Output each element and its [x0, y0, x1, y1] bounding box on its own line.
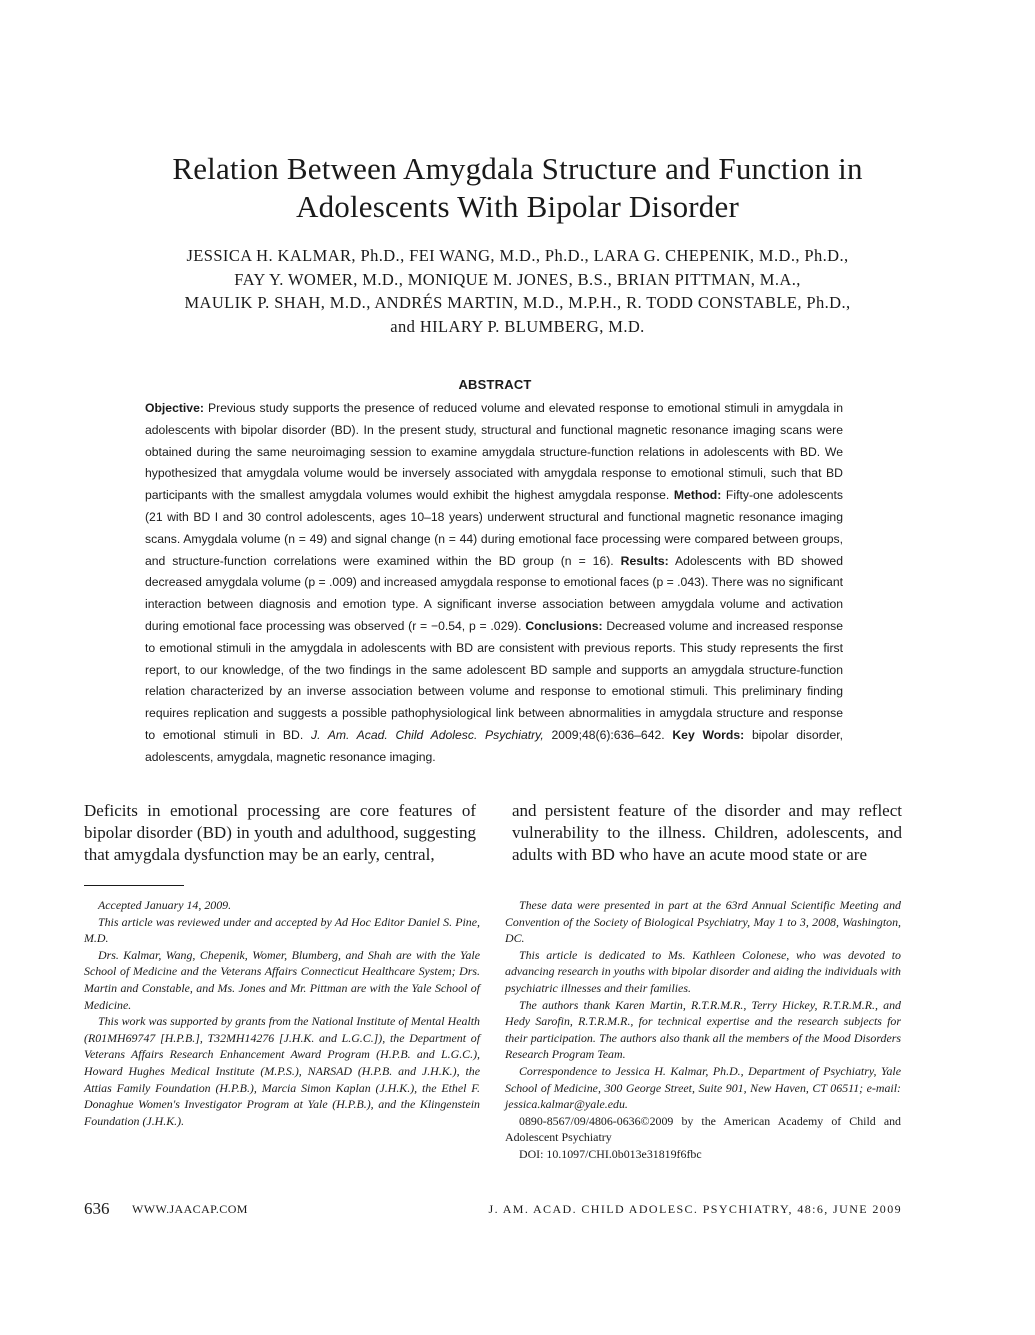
citation-journal: J. Am. Acad. Child Adolesc. Psychiatry, [310, 727, 544, 742]
footnote-divider [84, 885, 184, 886]
footnote-reviewed: This article was reviewed under and accepted by Ad Hoc Editor Daniel S. Pine, M.D. [84, 914, 480, 946]
objective-label: Objective: [145, 401, 204, 415]
journal-citation: J. AM. ACAD. CHILD ADOLESC. PSYCHIATRY, 48:6, JUNE 2009 [488, 1202, 902, 1216]
results-text: Adolescents with BD showed decreased amygdala volume (p = .009) and increased amygdala response to emotional faces (p = .043). There was no significant interaction between diagnosis and emotion type. A significant inverse association between amygdala volume and activation during emotional face processing was observed (r = −0.54, p = .029). [145, 553, 843, 633]
objective-text: Previous study supports the presence of reduced volume and elevated response to emotional stimuli in amygdala in adolescents with bipolar disorder (BD). In the present study, structural and functional magnetic resonance imaging scans were obtained during the same neuroimaging session to examine amygdala structure-function relations in adolescents with BD. We hypothesized that amygdala volume would be inversely associated with amygdala response to emotional stimuli, such that BD participants with the smallest amygdala volumes would exhibit the highest amygdala response. [145, 401, 843, 503]
keywords-text: bipolar disorder, adolescents, amygdala, magnetic resonance imaging. [145, 727, 843, 764]
author-line-3: MAULIK P. SHAH, M.D., ANDRÉS MARTIN, M.D., M.P.H., R. TODD CONSTABLE, Ph.D., [184, 293, 851, 312]
title-line-2: Adolescents With Bipolar Disorder [295, 189, 739, 224]
method-text: Fifty-one adolescents (21 with BD I and 30 control adolescents, ages 10–18 years) underwent structural and functional magnetic resonance imaging scans. Amygdala volume (n = 49) and signal change (n = 44) during emotional face processing were compared between groups, and structure-function correlations were examined within the BD group (n = 16). [145, 488, 843, 568]
footnote-funding: This work was supported by grants from the National Institute of Mental Health (R01MH69747 [H.P.B.], T32MH14276 [J.H.K. and L.G.C.]), the Department of Veterans Affairs Research Enhancement Award Program (H.P.B. and L.G.C.), Howard Hughes Medical Institute (M.P.S.), NARSAD (H.P.B. and J.H.K.), the Attias Family Foundation (H.P.B.), Marcia Simon Kaplan (J.H.K.), the Ethel F. Donaghue Women's Investigator Program at Yale (H.P.B.), and the Klingenstein Foundation (J.H.K.). [84, 1014, 480, 1128]
abstract-body [145, 398, 843, 769]
footnote-acknowledgments: The authors thank Karen Martin, R.T.R.M.R., Terry Hickey, R.T.R.M.R., and Hedy Sarofin, R.T.R.M.R., for technical expertise and the research subjects for their participation. The authors also thank all the members of the Mood Disorders Research Program Team. [505, 997, 901, 1062]
page-footer [84, 1199, 902, 1219]
footnote-correspondence: Correspondence to Jessica H. Kalmar, Ph.D., Department of Psychiatry, Yale School of Medicine, 300 George Street, Suite 901, New Haven, CT 06511; e-mail: jessica.kalmar@yale.edu. [505, 1063, 901, 1112]
footnote-affiliations: Drs. Kalmar, Wang, Chepenik, Womer, Blumberg, and Shah are with the Yale School of Medicine and the Veterans Affairs Connecticut Healthcare System; Drs. Martin and Constable, and Ms. Jones and Mr. Pittman are with the Yale School of Medicine. [84, 947, 480, 1012]
footnote-doi: DOI: 10.1097/CHI.0b013e31819f6fbc [519, 1146, 702, 1161]
author-line-2: FAY Y. WOMER, M.D., MONIQUE M. JONES, B.S., BRIAN PITTMAN, M.A., [234, 269, 801, 289]
footnote-dedication: This article is dedicated to Ms. Kathleen Colonese, who was devoted to advancing research in youths with bipolar disorder and aiding the individuals with psychiatric illnesses and their families. [505, 947, 901, 995]
footnote-copyright: 0890-8567/09/4806-0636©2009 by the American Academy of Child and Adolescent Psychiatry [505, 1113, 901, 1145]
footnote-accepted: Accepted January 14, 2009. [98, 898, 232, 912]
footnotes-right [505, 897, 901, 1163]
article-title [100, 150, 935, 226]
author-line-4: and HILARY P. BLUMBERG, M.D. [390, 316, 645, 336]
method-label: Method: [673, 488, 722, 503]
journal-website: WWW.JAACAP.COM [132, 1202, 248, 1216]
page-number: 636 [84, 1199, 110, 1218]
conclusions-label: Conclusions: [525, 618, 603, 633]
author-list [100, 244, 935, 338]
body-column-left: Deficits in emotional processing are core features of bipolar disorder (BD) in youth and adulthood, suggesting that amygdala dysfunction may be an early, central, [84, 801, 476, 864]
citation-details: 2009;48(6):636–642. [543, 727, 673, 742]
conclusions-text: Decreased volume and increased response to emotional stimuli in the amygdala in adolescents with BD are consistent with previous reports. This study represents the first report, to our knowledge, of the two findings in the same adolescent BD sample and supports an amygdala structure-function relation characterized by an inverse association between volume and response to emotional stimuli. This preliminary finding requires replication and suggests a possible pathophysiological link between abnormalities in amygdala structure and response to emotional stimuli in BD. [145, 618, 843, 742]
author-line-1: JESSICA H. KALMAR, Ph.D., FEI WANG, M.D., Ph.D., LARA G. CHEPENIK, M.D., Ph.D., [186, 246, 849, 265]
title-line-1: Relation Between Amygdala Structure and Function in [172, 151, 863, 186]
footnote-presented: These data were presented in part at the 63rd Annual Scientific Meeting and Convention of the Society of Biological Psychiatry, May 1 to 3, 2008, Washington, DC. [505, 898, 901, 946]
abstract-heading: ABSTRACT [458, 377, 532, 392]
results-label: Results: [620, 553, 669, 568]
body-column-right: and persistent feature of the disorder and may reflect vulnerability to the illness. Children, adolescents, and adults with BD who have an acute mood state or are [512, 801, 902, 864]
footnotes-left [84, 897, 480, 1129]
keywords-label: Key Words: [672, 727, 745, 742]
